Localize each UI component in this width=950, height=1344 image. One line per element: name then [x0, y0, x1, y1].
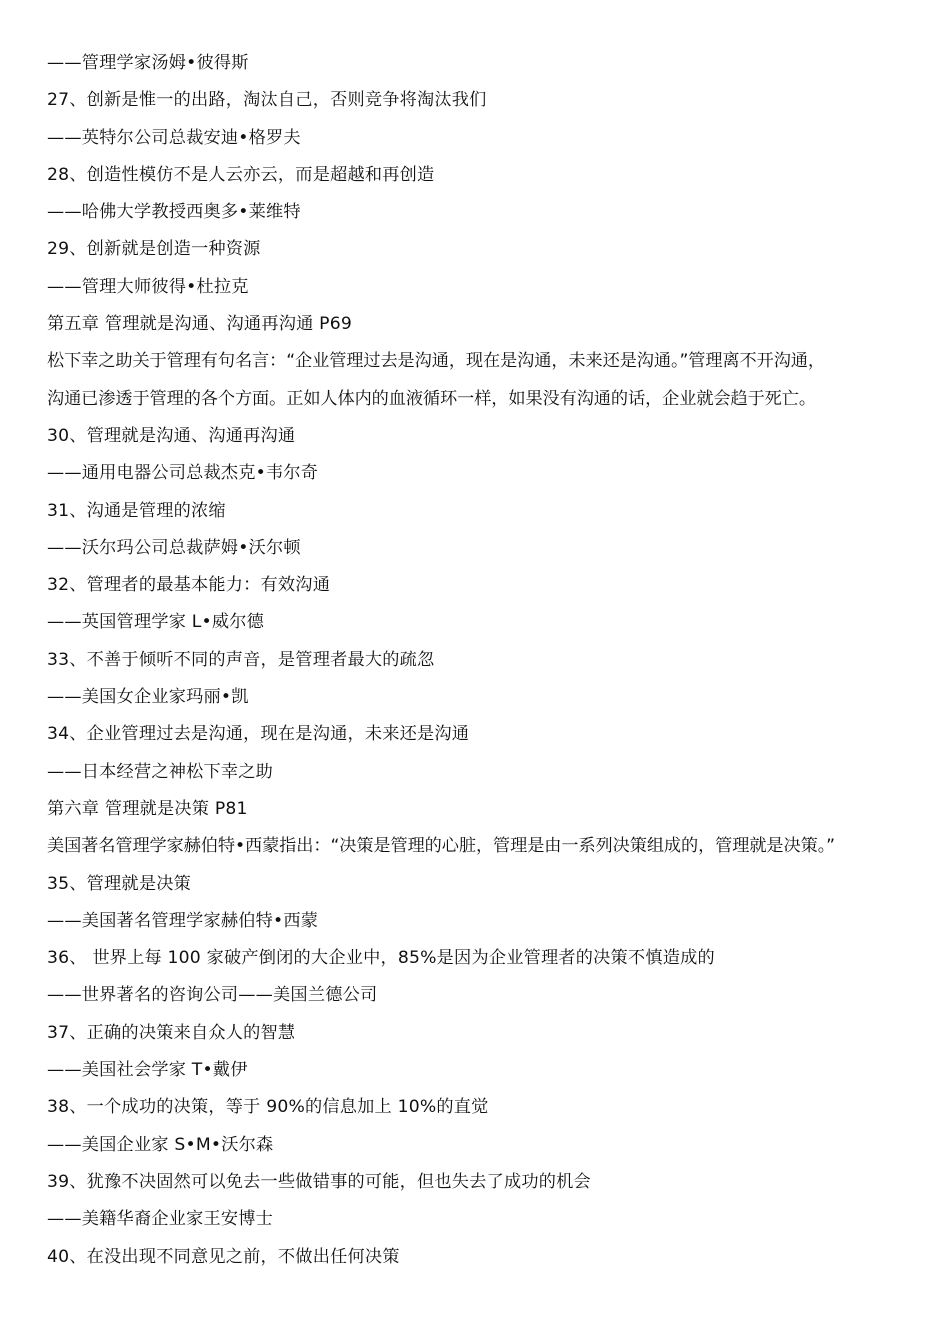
- attribution-line: ——美国社会学家 T•戴伊: [47, 1060, 248, 1081]
- quote-line: 32、管理者的最基本能力：有效沟通: [47, 575, 331, 596]
- document-page: [47, 45, 927, 1276]
- quote-line: 28、创造性模仿不是人云亦云，而是超越和再创造: [47, 164, 435, 185]
- chapter-heading: 第五章 管理就是沟通、沟通再沟通 P69: [47, 314, 352, 335]
- quote-line: 33、不善于倾听不同的声音，是管理者最大的疏忽: [47, 649, 435, 670]
- chapter-heading: 第六章 管理就是决策 P81: [47, 798, 248, 819]
- attribution-line: ——世界著名的咨询公司——美国兰德公司: [47, 985, 378, 1006]
- quote-line: 40、在没出现不同意见之前，不做出任何决策: [47, 1246, 400, 1267]
- attribution-line: ——英特尔公司总裁安迪•格罗夫: [47, 127, 301, 148]
- quote-line: 34、企业管理过去是沟通，现在是沟通，未来还是沟通: [47, 724, 470, 745]
- attribution-line: ——日本经营之神松下幸之助: [47, 761, 274, 782]
- attribution-line: ——管理学家汤姆•彼得斯: [47, 53, 249, 73]
- paragraph-line: 沟通已渗透于管理的各个方面。正如人体内的血液循环一样，如果没有沟通的话，企业就会趋于死亡。: [47, 388, 816, 409]
- quote-line: 35、管理就是决策: [47, 873, 191, 894]
- quote-line: 27、创新是惟一的出路，淘汰自己，否则竞争将淘汰我们: [47, 90, 487, 111]
- quote-line: 31、沟通是管理的浓缩: [47, 500, 226, 521]
- quote-line: 37、正确的决策来自众人的智慧: [47, 1022, 296, 1043]
- attribution-line: ——管理大师彼得•杜拉克: [47, 276, 249, 297]
- quote-line: 39、犹豫不决固然可以免去一些做错事的可能，但也失去了成功的机会: [47, 1171, 591, 1192]
- quote-line: 36、 世界上每 100 家破产倒闭的大企业中，85%是因为企业管理者的决策不慎造成的: [47, 948, 715, 969]
- attribution-line: ——美国著名管理学家赫伯特•西蒙: [47, 910, 319, 931]
- attribution-line: ——哈佛大学教授西奥多•莱维特: [47, 202, 301, 223]
- attribution-line: ——沃尔玛公司总裁萨姆•沃尔顿: [47, 537, 301, 558]
- attribution-line: ——美国企业家 S•M•沃尔森: [47, 1134, 274, 1155]
- quote-line: 30、管理就是沟通、沟通再沟通: [47, 425, 296, 446]
- attribution-line: ——美籍华裔企业家王安博士: [47, 1209, 274, 1230]
- attribution-line: ——通用电器公司总裁杰克•韦尔奇: [47, 463, 319, 484]
- quote-line: 29、创新就是创造一种资源: [47, 239, 261, 260]
- attribution-line: ——美国女企业家玛丽•凯: [47, 687, 249, 708]
- attribution-line: ——英国管理学家 L•威尔德: [47, 612, 265, 633]
- paragraph-line: 美国著名管理学家赫伯特•西蒙指出：“决策是管理的心脏，管理是由一系列决策组成的，管理就是决策。”: [47, 836, 835, 857]
- quote-line: 38、一个成功的决策，等于 90%的信息加上 10%的直觉: [47, 1097, 489, 1118]
- paragraph-line: 松下幸之助关于管理有句名言：“企业管理过去是沟通，现在是沟通，未来还是沟通。”管理离不开沟通，: [47, 351, 825, 372]
